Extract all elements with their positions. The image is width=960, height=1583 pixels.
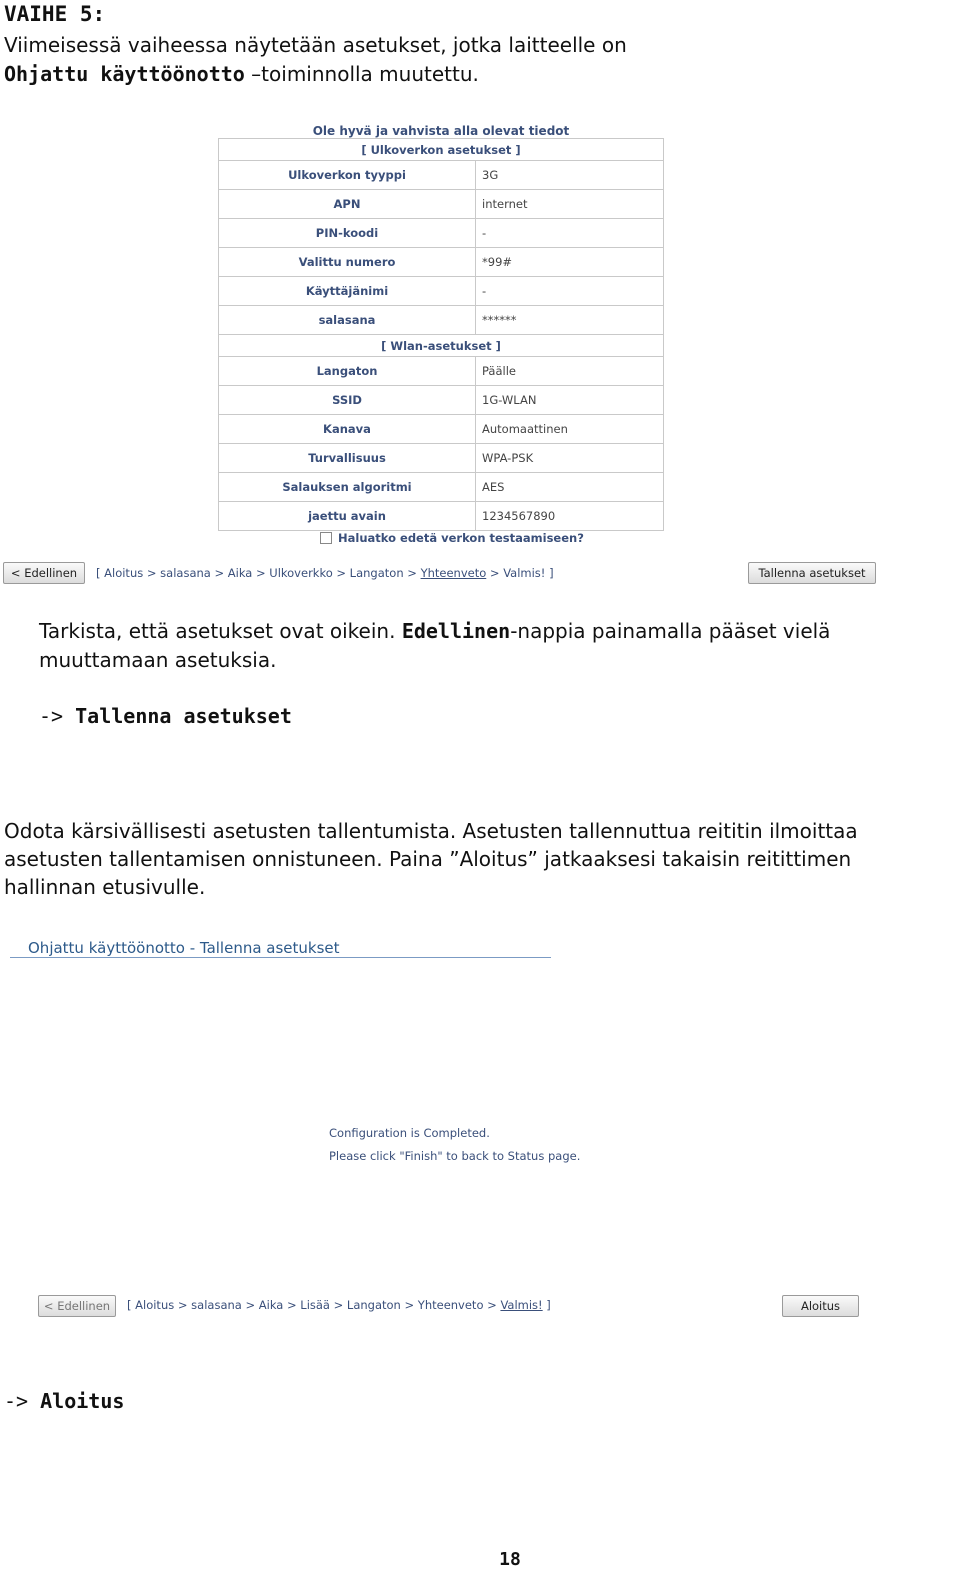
table-row — [219, 473, 664, 502]
panel-divider — [10, 957, 551, 958]
finish-instruction: Please click "Finish" to back to Status page. — [329, 1149, 581, 1163]
arrow-label: -> — [39, 704, 76, 728]
check-text-a: Tarkista, että asetukset ovat oikein. — [39, 619, 402, 643]
row-value: AES — [476, 473, 664, 502]
row-label: SSID — [219, 386, 476, 415]
intro-line-2 — [4, 60, 479, 88]
table-row — [219, 248, 664, 277]
row-value: 3G — [476, 161, 664, 190]
start-button[interactable]: Aloitus — [782, 1295, 859, 1317]
intro-bold: Ohjattu käyttöönotto — [4, 62, 245, 86]
row-label: Turvallisuus — [219, 444, 476, 473]
table-row — [219, 502, 664, 531]
settings-summary-table — [218, 138, 664, 531]
row-value: Automaattinen — [476, 415, 664, 444]
arrow-label: -> — [4, 1389, 41, 1413]
network-test-checkbox[interactable] — [320, 532, 332, 544]
intro-line-1: Viimeisessä vaiheessa näytetään asetukset, jotka laitteelle on — [4, 33, 627, 57]
row-value: - — [476, 277, 664, 306]
row-label: Kanava — [219, 415, 476, 444]
row-label: Ulkoverkon tyyppi — [219, 161, 476, 190]
step-heading: VAIHE 5: — [4, 2, 106, 26]
wait-text-line-2: asetusten tallentamisen onnistuneen. Paina ”Aloitus” jatkaaksesi takaisin reitittimen — [4, 847, 852, 871]
wait-text-line-3: hallinnan etusivulle. — [4, 875, 206, 899]
section-header-wlan: [ Wlan-asetukset ] — [219, 335, 664, 357]
row-value: 1G-WLAN — [476, 386, 664, 415]
panel-title: Ohjattu käyttöönotto - Tallenna asetukset — [28, 939, 340, 957]
row-value: - — [476, 219, 664, 248]
back-button[interactable]: < Edellinen — [3, 562, 85, 584]
row-label: salasana — [219, 306, 476, 335]
table-row — [219, 357, 664, 386]
network-test-label: Haluatko edetä verkon testaamiseen? — [338, 531, 584, 545]
table-row — [219, 161, 664, 190]
check-text-bold: Edellinen — [401, 619, 511, 643]
wait-text-line-1: Odota kärsivällisesti asetusten tallentumista. Asetusten tallennuttua reititin ilmoittaa — [4, 819, 858, 843]
row-label: Käyttäjänimi — [219, 277, 476, 306]
action-save-label: Tallenna asetukset — [75, 704, 292, 728]
check-text-line-2: muuttamaan asetuksia. — [39, 648, 277, 672]
breadcrumb — [96, 566, 554, 580]
table-row — [219, 219, 664, 248]
table-row — [219, 277, 664, 306]
row-value: internet — [476, 190, 664, 219]
table-row — [219, 306, 664, 335]
breadcrumb-current[interactable]: Valmis! — [500, 1298, 543, 1312]
page-number: 18 — [499, 1549, 521, 1570]
back-button-disabled[interactable]: < Edellinen — [38, 1295, 116, 1317]
check-text-line-1 — [39, 617, 830, 645]
action-start — [4, 1387, 124, 1415]
breadcrumb-current[interactable]: Yhteenveto — [420, 566, 487, 580]
row-value: 1234567890 — [476, 502, 664, 531]
save-settings-button[interactable]: Tallenna asetukset — [748, 562, 876, 584]
intro-rest: –toiminnolla muutettu. — [244, 62, 479, 86]
check-text-c: -nappia painamalla pääset vielä — [510, 619, 831, 643]
breadcrumb-steps: [ Aloitus > salasana > Aika > Lisää > Langaton > Yhteenveto > — [127, 1298, 501, 1312]
breadcrumb-end: ] — [542, 1298, 551, 1312]
row-label: Valittu numero — [219, 248, 476, 277]
row-label: Salauksen algoritmi — [219, 473, 476, 502]
row-label: Langaton — [219, 357, 476, 386]
table-row — [219, 190, 664, 219]
table-row — [219, 415, 664, 444]
row-label: PIN-koodi — [219, 219, 476, 248]
row-value: Päälle — [476, 357, 664, 386]
table-row — [219, 386, 664, 415]
row-label: jaettu avain — [219, 502, 476, 531]
summary-title: Ole hyvä ja vahvista alla olevat tiedot — [312, 124, 570, 138]
row-value: *99# — [476, 248, 664, 277]
breadcrumb-steps: [ Aloitus > salasana > Aika > Ulkoverkko > Langaton > — [96, 566, 421, 580]
row-value: ****** — [476, 306, 664, 335]
completed-message: Configuration is Completed. — [329, 1126, 490, 1140]
table-row — [219, 444, 664, 473]
network-test-option[interactable] — [320, 531, 584, 545]
breadcrumb — [127, 1298, 551, 1312]
row-label: APN — [219, 190, 476, 219]
action-start-label: Aloitus — [40, 1389, 125, 1413]
row-value: WPA-PSK — [476, 444, 664, 473]
breadcrumb-end: > Valmis! ] — [486, 566, 554, 580]
section-header-wan: [ Ulkoverkon asetukset ] — [219, 139, 664, 161]
action-save — [39, 702, 292, 730]
